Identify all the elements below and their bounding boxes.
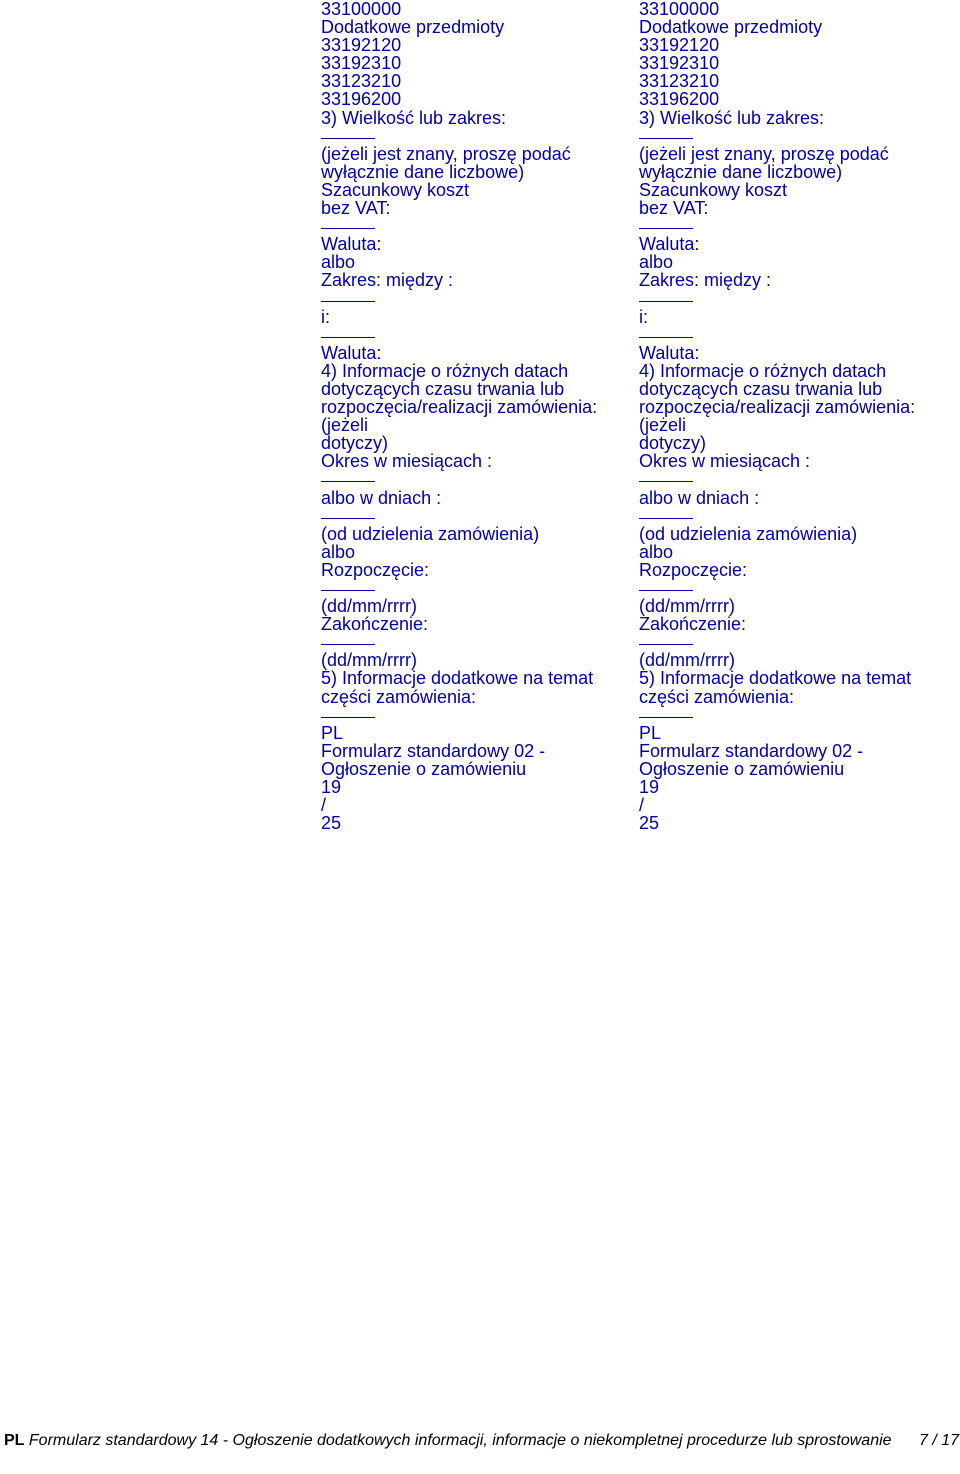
blank-underline xyxy=(639,337,693,338)
form-line: (jeżeli jest znany, proszę podać xyxy=(321,143,571,164)
blank-field xyxy=(321,127,621,145)
form-line: albo xyxy=(639,541,674,562)
footer-language-code: PL xyxy=(4,1432,25,1449)
form-line: albo xyxy=(321,541,356,562)
form-line: 3) Wielkość lub zakres: xyxy=(321,107,507,128)
form-line: rozpoczęcia/realizacji zamówienia: xyxy=(639,397,916,418)
form-line: Dodatkowe przedmioty xyxy=(321,17,505,38)
form-line: Zakończenie: xyxy=(321,614,429,635)
blank-underline xyxy=(321,518,375,519)
blank-underline xyxy=(321,481,375,482)
form-line: / xyxy=(321,795,327,816)
form-line: (dd/mm/rrrr) xyxy=(639,596,735,617)
form-line: 5) Informacje dodatkowe na temat xyxy=(639,668,912,689)
blank-underline xyxy=(321,228,375,229)
blank-field xyxy=(321,326,621,344)
blank-field xyxy=(639,507,939,525)
blank-underline xyxy=(639,717,693,718)
form-line: (jeżeli xyxy=(639,415,687,436)
blank-underline xyxy=(639,481,693,482)
blank-field xyxy=(321,290,621,308)
blank-field xyxy=(321,579,621,597)
form-line: albo w dniach : xyxy=(321,487,442,508)
form-line: Szacunkowy koszt xyxy=(639,179,788,200)
form-line: PL xyxy=(639,722,662,743)
blank-underline xyxy=(321,644,375,645)
blank-underline xyxy=(321,337,375,338)
form-line: Rozpoczęcie: xyxy=(639,559,748,580)
blank-underline xyxy=(321,590,375,591)
blank-field xyxy=(639,326,939,344)
form-line: Ogłoszenie o zamówieniu xyxy=(321,758,527,779)
blank-field xyxy=(639,127,939,145)
form-line: części zamówienia: xyxy=(639,686,795,707)
form-line: 3) Wielkość lub zakres: xyxy=(639,107,825,128)
form-line: 4) Informacje o różnych datach xyxy=(321,360,569,381)
form-line: (dd/mm/rrrr) xyxy=(321,650,417,671)
blank-field xyxy=(639,217,939,235)
form-line: rozpoczęcia/realizacji zamówienia: xyxy=(321,397,598,418)
blank-field xyxy=(639,579,939,597)
form-line: 33123210 xyxy=(321,71,402,92)
page-footer xyxy=(4,1431,959,1451)
blank-underline xyxy=(321,301,375,302)
form-line: Ogłoszenie o zamówieniu xyxy=(639,758,845,779)
form-line: albo xyxy=(639,252,674,273)
form-line: albo xyxy=(321,252,356,273)
blank-field xyxy=(321,507,621,525)
form-line: Zakończenie: xyxy=(639,614,747,635)
form-line: Formularz standardowy 02 - xyxy=(321,740,546,761)
form-line: 19 xyxy=(321,777,342,798)
form-line: bez VAT: xyxy=(321,198,391,219)
form-line: Zakres: między : xyxy=(639,270,772,291)
blank-field xyxy=(639,290,939,308)
right-column xyxy=(639,0,939,832)
form-line: wyłącznie dane liczbowe) xyxy=(321,161,525,182)
form-line: 33196200 xyxy=(639,89,720,110)
form-line: 33123210 xyxy=(639,71,720,92)
form-line: PL xyxy=(321,722,344,743)
blank-underline xyxy=(639,301,693,302)
form-line: 33192120 xyxy=(321,35,402,56)
form-line: Okres w miesiącach : xyxy=(639,451,811,472)
blank-underline xyxy=(321,717,375,718)
form-line: 33100000 xyxy=(321,0,402,19)
form-line: dotyczy) xyxy=(639,433,707,454)
blank-field xyxy=(321,633,621,651)
form-line: 33100000 xyxy=(639,0,720,19)
blank-field xyxy=(321,706,621,724)
form-line: 33192310 xyxy=(321,53,402,74)
form-line: albo w dniach : xyxy=(639,487,760,508)
form-line: Szacunkowy koszt xyxy=(321,179,470,200)
form-line: Waluta: xyxy=(639,342,700,363)
form-line: (jeżeli xyxy=(321,415,369,436)
form-line: Formularz standardowy 02 - xyxy=(639,740,864,761)
form-line: wyłącznie dane liczbowe) xyxy=(639,161,843,182)
form-line: (dd/mm/rrrr) xyxy=(321,596,417,617)
form-line: 33196200 xyxy=(321,89,402,110)
form-line: 33192310 xyxy=(639,53,720,74)
form-line: 25 xyxy=(639,813,660,834)
blank-underline xyxy=(639,228,693,229)
form-line: (od udzielenia zamówienia) xyxy=(639,523,858,544)
blank-underline xyxy=(639,138,693,139)
form-line: części zamówienia: xyxy=(321,686,477,707)
form-line: Rozpoczęcie: xyxy=(321,559,430,580)
form-line: Waluta: xyxy=(639,234,700,255)
blank-field xyxy=(639,633,939,651)
form-line: (jeżeli jest znany, proszę podać xyxy=(639,143,889,164)
left-column xyxy=(321,0,621,832)
blank-underline xyxy=(639,644,693,645)
blank-underline xyxy=(639,590,693,591)
form-line: 25 xyxy=(321,813,342,834)
form-line: Dodatkowe przedmioty xyxy=(639,17,823,38)
blank-underline xyxy=(321,138,375,139)
blank-field xyxy=(639,470,939,488)
form-line: i: xyxy=(321,306,330,327)
form-line: dotyczących czasu trwania lub xyxy=(639,378,883,399)
form-line: (od udzielenia zamówienia) xyxy=(321,523,540,544)
form-line: dotyczących czasu trwania lub xyxy=(321,378,565,399)
blank-underline xyxy=(639,518,693,519)
form-line: 4) Informacje o różnych datach xyxy=(639,360,887,381)
form-line: 33192120 xyxy=(639,35,720,56)
form-line: i: xyxy=(639,306,648,327)
form-line: 5) Informacje dodatkowe na temat xyxy=(321,668,594,689)
form-line: / xyxy=(639,795,645,816)
blank-field xyxy=(321,217,621,235)
footer-title: Formularz standardowy 14 - Ogłoszenie dodatkowych informacji, informacje o niekompletnej procedurze lub sprostowanie xyxy=(28,1432,892,1449)
form-line: bez VAT: xyxy=(639,198,709,219)
form-line: Okres w miesiącach : xyxy=(321,451,493,472)
footer-page-number: 7 / 17 xyxy=(918,1432,959,1449)
form-line: Zakres: między : xyxy=(321,270,454,291)
form-line: 19 xyxy=(639,777,660,798)
form-line: (dd/mm/rrrr) xyxy=(639,650,735,671)
blank-field xyxy=(321,470,621,488)
form-line: Waluta: xyxy=(321,234,382,255)
blank-field xyxy=(639,706,939,724)
form-line: Waluta: xyxy=(321,342,382,363)
form-line: dotyczy) xyxy=(321,433,389,454)
